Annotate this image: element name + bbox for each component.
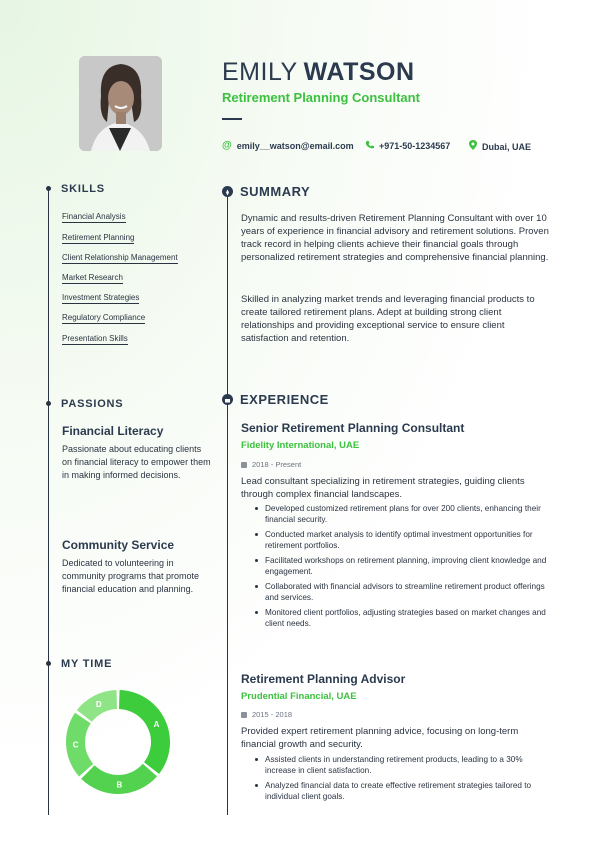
job-company: Prudential Financial, UAE xyxy=(241,691,357,702)
passion-title: Financial Literacy xyxy=(62,424,164,438)
list-item: Developed customized retirement plans for over 200 clients, enhancing their financial security. xyxy=(265,503,555,525)
list-item: Analyzed financial data to create effective retirement strategies tailored to individual client goals. xyxy=(265,780,555,802)
list-item: Collaborated with financial advisors to streamline retirement product offerings and services. xyxy=(265,581,555,603)
skill-item: Regulatory Compliance xyxy=(62,313,146,322)
job-description: Provided expert retirement planning advice, focusing on long-term financial growth and security. xyxy=(241,726,519,750)
summary-paragraph-1: Dynamic and results-driven Retirement Planning Consultant with over 10 years of experience in financial advisory and retirement solutions. Proven track record in helping clients achieve their financial goals through personalized retirement strategies and comprehensive financial planning. xyxy=(241,213,549,263)
experience-header xyxy=(222,392,329,407)
person-name xyxy=(222,58,415,87)
skill-item: Financial Analysis xyxy=(62,212,126,221)
passion-title: Community Service xyxy=(62,538,175,552)
summary-header xyxy=(222,184,310,199)
calendar-icon xyxy=(241,712,247,718)
last-name: WATSON xyxy=(303,58,415,86)
donut-label-b: B xyxy=(116,780,123,790)
job-dates xyxy=(241,710,292,719)
time-donut-chart xyxy=(62,688,174,796)
skill-item: Market Research xyxy=(62,273,123,282)
donut-slice-c xyxy=(66,713,93,777)
title-divider xyxy=(222,118,242,120)
calendar-icon xyxy=(241,462,247,468)
passion-desc: Passionate about educating clients on financial literacy to empower them in making informed decisions. xyxy=(62,444,211,480)
contact-location xyxy=(469,140,531,153)
job-dates-text: 2018 - Present xyxy=(252,460,302,469)
job-bullets xyxy=(265,503,555,633)
phone-icon xyxy=(365,140,374,152)
at-icon: @ xyxy=(222,140,232,151)
job-title: Retirement Planning Advisor xyxy=(241,672,406,686)
job-title: Retirement Planning Consultant xyxy=(222,90,420,105)
list-item: Monitored client portfolios, adjusting strategies based on market changes and client needs. xyxy=(265,607,555,629)
job-title: Senior Retirement Planning Consultant xyxy=(241,421,465,435)
briefcase-icon xyxy=(222,394,233,405)
job-dates xyxy=(241,460,301,469)
phone-text: +971-50-1234567 xyxy=(379,141,451,151)
timeline-dot xyxy=(46,401,51,406)
list-item: Conducted market analysis to identify optimal investment opportunities for retirement portfolios. xyxy=(265,529,555,551)
experience-heading: EXPERIENCE xyxy=(240,392,329,407)
skill-item: Presentation Skills xyxy=(62,334,128,343)
my-time-heading: MY TIME xyxy=(61,658,113,670)
map-pin-icon xyxy=(469,140,477,153)
left-timeline xyxy=(48,187,49,815)
donut-slice-a xyxy=(119,690,170,774)
job-bullets xyxy=(265,754,555,806)
summary-paragraph-2: Skilled in analyzing market trends and leveraging financial products to create tailored retirement plans. Adept at building strong client relationships and providing exceptional service to ensure client satisfaction and retention. xyxy=(241,294,535,344)
job-company: Fidelity International, UAE xyxy=(241,440,360,451)
passions-heading: PASSIONS xyxy=(61,398,124,410)
contact-email[interactable] xyxy=(222,140,354,151)
skill-item: Client Relationship Management xyxy=(62,253,178,262)
contact-phone[interactable] xyxy=(365,140,450,152)
donut-label-c: C xyxy=(72,740,79,750)
timeline-dot xyxy=(46,186,51,191)
right-timeline xyxy=(227,190,228,815)
skills-heading: SKILLS xyxy=(61,183,105,195)
list-item: Assisted clients in understanding retirement products, leading to a 30% increase in client satisfaction. xyxy=(265,754,555,776)
compass-icon xyxy=(222,186,233,197)
timeline-dot xyxy=(46,661,51,666)
donut-label-a: A xyxy=(153,719,160,729)
summary-heading: SUMMARY xyxy=(240,184,311,199)
location-text: Dubai, UAE xyxy=(482,141,532,152)
donut-label-d: D xyxy=(95,700,102,710)
passion-desc: Dedicated to volunteering in community programs that promote financial education and planning. xyxy=(62,558,200,594)
first-name: EMILY xyxy=(222,58,298,86)
profile-photo xyxy=(79,56,162,151)
list-item: Facilitated workshops on retirement planning, improving client knowledge and engagement. xyxy=(265,555,555,577)
job-dates-text: 2015 - 2018 xyxy=(252,710,293,719)
email-text: emily__watson@email.com xyxy=(236,140,354,151)
skill-item: Retirement Planning xyxy=(62,233,135,242)
job-description: Lead consultant specializing in retirement strategies, guiding clients through complex financial landscapes. xyxy=(241,476,525,500)
skill-item: Investment Strategies xyxy=(62,293,140,302)
